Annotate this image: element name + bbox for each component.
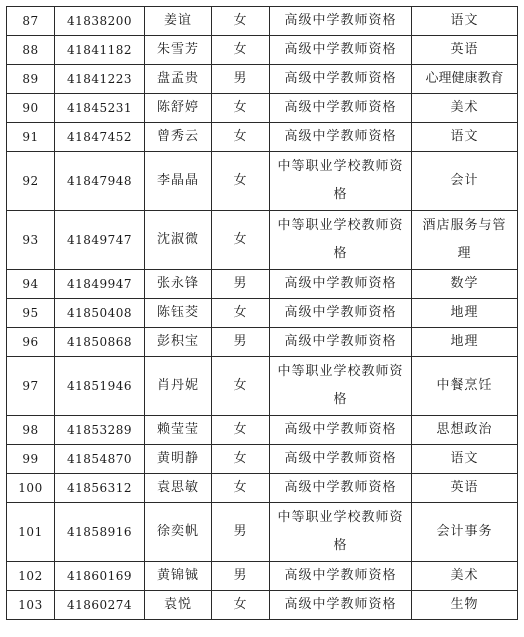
candidate-id: 41851946 — [55, 357, 145, 416]
candidate-gender: 女 — [212, 445, 270, 474]
qualification-type: 中等职业学校教师资格 — [270, 211, 412, 270]
subject: 英语 — [412, 474, 518, 503]
candidate-name: 徐奕帆 — [145, 503, 212, 562]
candidate-gender: 女 — [212, 36, 270, 65]
table-row — [7, 65, 518, 94]
qualification-type: 高级中学教师资格 — [270, 474, 412, 503]
table-row — [7, 591, 518, 620]
candidate-name: 姜谊 — [145, 7, 212, 36]
subject: 会计事务 — [412, 503, 518, 562]
subject: 美术 — [412, 94, 518, 123]
subject: 语文 — [412, 123, 518, 152]
candidate-id: 41856312 — [55, 474, 145, 503]
table-row — [7, 94, 518, 123]
qualification-type: 高级中学教师资格 — [270, 36, 412, 65]
qualification-type: 高级中学教师资格 — [270, 299, 412, 328]
row-number: 96 — [7, 328, 55, 357]
table-row — [7, 474, 518, 503]
qualification-type: 中等职业学校教师资格 — [270, 503, 412, 562]
teacher-qualification-sheet — [6, 6, 517, 620]
candidate-gender: 男 — [212, 65, 270, 94]
row-number: 91 — [7, 123, 55, 152]
candidate-id: 41845231 — [55, 94, 145, 123]
subject: 地理 — [412, 299, 518, 328]
subject: 地理 — [412, 328, 518, 357]
qualification-type: 高级中学教师资格 — [270, 416, 412, 445]
row-number: 87 — [7, 7, 55, 36]
table-row — [7, 562, 518, 591]
candidate-name: 袁思敏 — [145, 474, 212, 503]
candidate-gender: 女 — [212, 474, 270, 503]
subject: 语文 — [412, 7, 518, 36]
subject: 语文 — [412, 445, 518, 474]
candidate-name: 陈钰茭 — [145, 299, 212, 328]
row-number: 99 — [7, 445, 55, 474]
qualification-type: 中等职业学校教师资格 — [270, 152, 412, 211]
candidate-name: 黄锦铖 — [145, 562, 212, 591]
table-row — [7, 7, 518, 36]
table-row — [7, 503, 518, 562]
candidate-gender: 男 — [212, 503, 270, 562]
row-number: 98 — [7, 416, 55, 445]
candidate-id: 41849747 — [55, 211, 145, 270]
candidate-gender: 女 — [212, 357, 270, 416]
table-row — [7, 270, 518, 299]
candidate-gender: 男 — [212, 562, 270, 591]
row-number: 92 — [7, 152, 55, 211]
row-number: 89 — [7, 65, 55, 94]
candidate-gender: 女 — [212, 416, 270, 445]
candidate-name: 朱雪芳 — [145, 36, 212, 65]
candidate-id: 41847452 — [55, 123, 145, 152]
candidate-name: 张永锋 — [145, 270, 212, 299]
candidate-id: 41850408 — [55, 299, 145, 328]
candidate-name: 陈舒婷 — [145, 94, 212, 123]
table-row — [7, 357, 518, 416]
candidate-gender: 女 — [212, 152, 270, 211]
row-number: 100 — [7, 474, 55, 503]
candidate-name: 李晶晶 — [145, 152, 212, 211]
candidate-name: 肖丹妮 — [145, 357, 212, 416]
candidate-name: 曾秀云 — [145, 123, 212, 152]
subject: 中餐烹饪 — [412, 357, 518, 416]
table-row — [7, 299, 518, 328]
candidate-name: 袁悦 — [145, 591, 212, 620]
table-row — [7, 152, 518, 211]
row-number: 97 — [7, 357, 55, 416]
teacher-list-table — [6, 6, 518, 620]
candidate-id: 41858916 — [55, 503, 145, 562]
table-row — [7, 445, 518, 474]
row-number: 102 — [7, 562, 55, 591]
table-row — [7, 211, 518, 270]
subject: 生物 — [412, 591, 518, 620]
candidate-gender: 男 — [212, 270, 270, 299]
row-number: 94 — [7, 270, 55, 299]
candidate-gender: 女 — [212, 591, 270, 620]
candidate-gender: 女 — [212, 7, 270, 36]
qualification-type: 高级中学教师资格 — [270, 270, 412, 299]
candidate-name: 盘孟贵 — [145, 65, 212, 94]
row-number: 95 — [7, 299, 55, 328]
candidate-gender: 女 — [212, 123, 270, 152]
subject: 英语 — [412, 36, 518, 65]
qualification-type: 高级中学教师资格 — [270, 328, 412, 357]
candidate-id: 41853289 — [55, 416, 145, 445]
subject: 酒店服务与管理 — [412, 211, 518, 270]
candidate-gender: 男 — [212, 328, 270, 357]
candidate-id: 41838200 — [55, 7, 145, 36]
subject: 美术 — [412, 562, 518, 591]
subject: 心理健康教育 — [412, 65, 518, 94]
row-number: 93 — [7, 211, 55, 270]
subject: 会计 — [412, 152, 518, 211]
qualification-type: 高级中学教师资格 — [270, 445, 412, 474]
row-number: 103 — [7, 591, 55, 620]
table-row — [7, 36, 518, 65]
candidate-id: 41841182 — [55, 36, 145, 65]
qualification-type: 高级中学教师资格 — [270, 123, 412, 152]
table-row — [7, 328, 518, 357]
qualification-type: 高级中学教师资格 — [270, 562, 412, 591]
candidate-id: 41860169 — [55, 562, 145, 591]
candidate-id: 41850868 — [55, 328, 145, 357]
candidate-name: 沈淑微 — [145, 211, 212, 270]
table-row — [7, 416, 518, 445]
row-number: 90 — [7, 94, 55, 123]
qualification-type: 中等职业学校教师资格 — [270, 357, 412, 416]
qualification-type: 高级中学教师资格 — [270, 94, 412, 123]
table-row — [7, 123, 518, 152]
qualification-type: 高级中学教师资格 — [270, 591, 412, 620]
candidate-id: 41841223 — [55, 65, 145, 94]
candidate-id: 41847948 — [55, 152, 145, 211]
candidate-name: 赖莹莹 — [145, 416, 212, 445]
candidate-name: 彭积宝 — [145, 328, 212, 357]
candidate-id: 41860274 — [55, 591, 145, 620]
subject: 数学 — [412, 270, 518, 299]
candidate-gender: 女 — [212, 211, 270, 270]
qualification-type: 高级中学教师资格 — [270, 7, 412, 36]
subject: 思想政治 — [412, 416, 518, 445]
candidate-id: 41849947 — [55, 270, 145, 299]
candidate-name: 黄明静 — [145, 445, 212, 474]
row-number: 88 — [7, 36, 55, 65]
candidate-id: 41854870 — [55, 445, 145, 474]
candidate-gender: 女 — [212, 299, 270, 328]
qualification-type: 高级中学教师资格 — [270, 65, 412, 94]
row-number: 101 — [7, 503, 55, 562]
candidate-gender: 女 — [212, 94, 270, 123]
